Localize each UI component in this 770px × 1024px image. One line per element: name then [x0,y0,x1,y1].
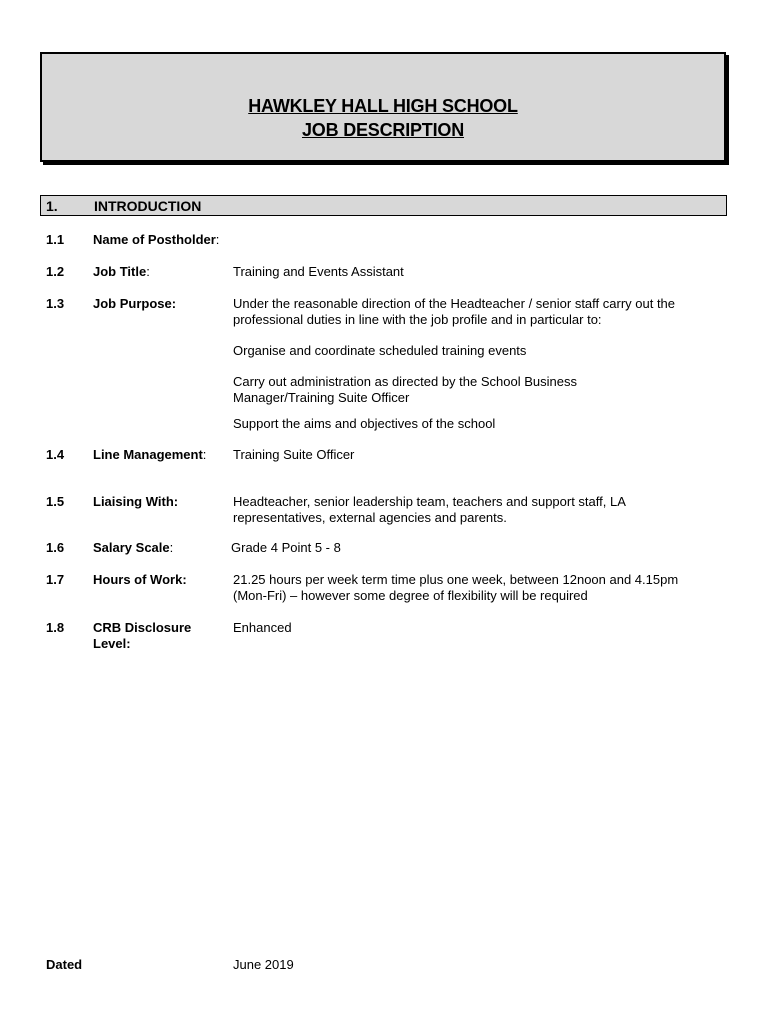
crb-label-line-1: CRB Disclosure [93,620,192,635]
section-heading: INTRODUCTION [94,198,202,214]
dated-value: June 2019 [233,957,294,972]
dated-label: Dated [46,957,83,972]
job-title-label-colon: : [146,264,150,279]
job-purpose-duty-administration-line-2: Manager/Training Suite Officer [233,390,410,405]
salary-label [93,540,173,556]
job-purpose-label: Job Purpose: [93,296,177,311]
school-name: HAWKLEY HALL HIGH SCHOOL [248,96,518,116]
salary-label-text: Salary Scale [93,540,170,555]
section-header-introduction [40,195,727,216]
item-number-job-purpose: 1.3 [46,296,65,311]
job-purpose-duty-training-events: Organise and coordinate scheduled training events [233,343,527,358]
item-number-salary: 1.6 [46,540,65,555]
item-number-line-management: 1.4 [46,447,65,462]
job-purpose-duty-support-aims: Support the aims and objectives of the school [233,416,496,431]
job-purpose-text-line-2: professional duties in line with the job profile and in particular to: [233,312,602,327]
hours-label: Hours of Work: [93,572,187,587]
item-number-job-title: 1.2 [46,264,65,279]
item-number-crb: 1.8 [46,620,65,635]
job-title-label-text: Job Title [93,264,147,279]
section-number: 1. [46,198,58,214]
line-management-value: Training Suite Officer [233,447,355,462]
document-title-box [40,52,726,162]
item-number-liaising: 1.5 [46,494,65,509]
document-type: JOB DESCRIPTION [301,120,465,140]
liaising-value-line-1: Headteacher, senior leadership team, teachers and support staff, LA [233,494,626,509]
hours-value-line-1: 21.25 hours per week term time plus one week, between 12noon and 4.15pm [233,572,679,587]
hours-value-line-2: (Mon-Fri) – however some degree of flexibility will be required [233,588,588,603]
postholder-label-text: Name of Postholder [93,232,216,247]
liaising-label: Liaising With: [93,494,179,509]
liaising-value-line-2: representatives, external agencies and parents. [233,510,507,525]
salary-label-colon: : [169,540,174,555]
postholder-label [93,232,219,248]
crb-label-line-2: Level: [93,636,131,651]
postholder-label-colon: : [215,232,220,247]
line-management-label-colon: : [202,447,207,462]
job-purpose-text-line-1: Under the reasonable direction of the Headteacher / senior staff carry out the [233,296,676,311]
job-title-value: Training and Events Assistant [233,264,404,279]
job-purpose-duty-administration-line-1: Carry out administration as directed by the School Business [233,374,577,389]
salary-value: Grade 4 Point 5 - 8 [231,540,341,555]
crb-value: Enhanced [233,620,292,635]
line-management-label [93,447,206,463]
item-number-hours: 1.7 [46,572,65,587]
line-management-label-text: Line Management [93,447,203,462]
item-number-postholder: 1.1 [46,232,65,247]
job-title-label [93,264,150,280]
